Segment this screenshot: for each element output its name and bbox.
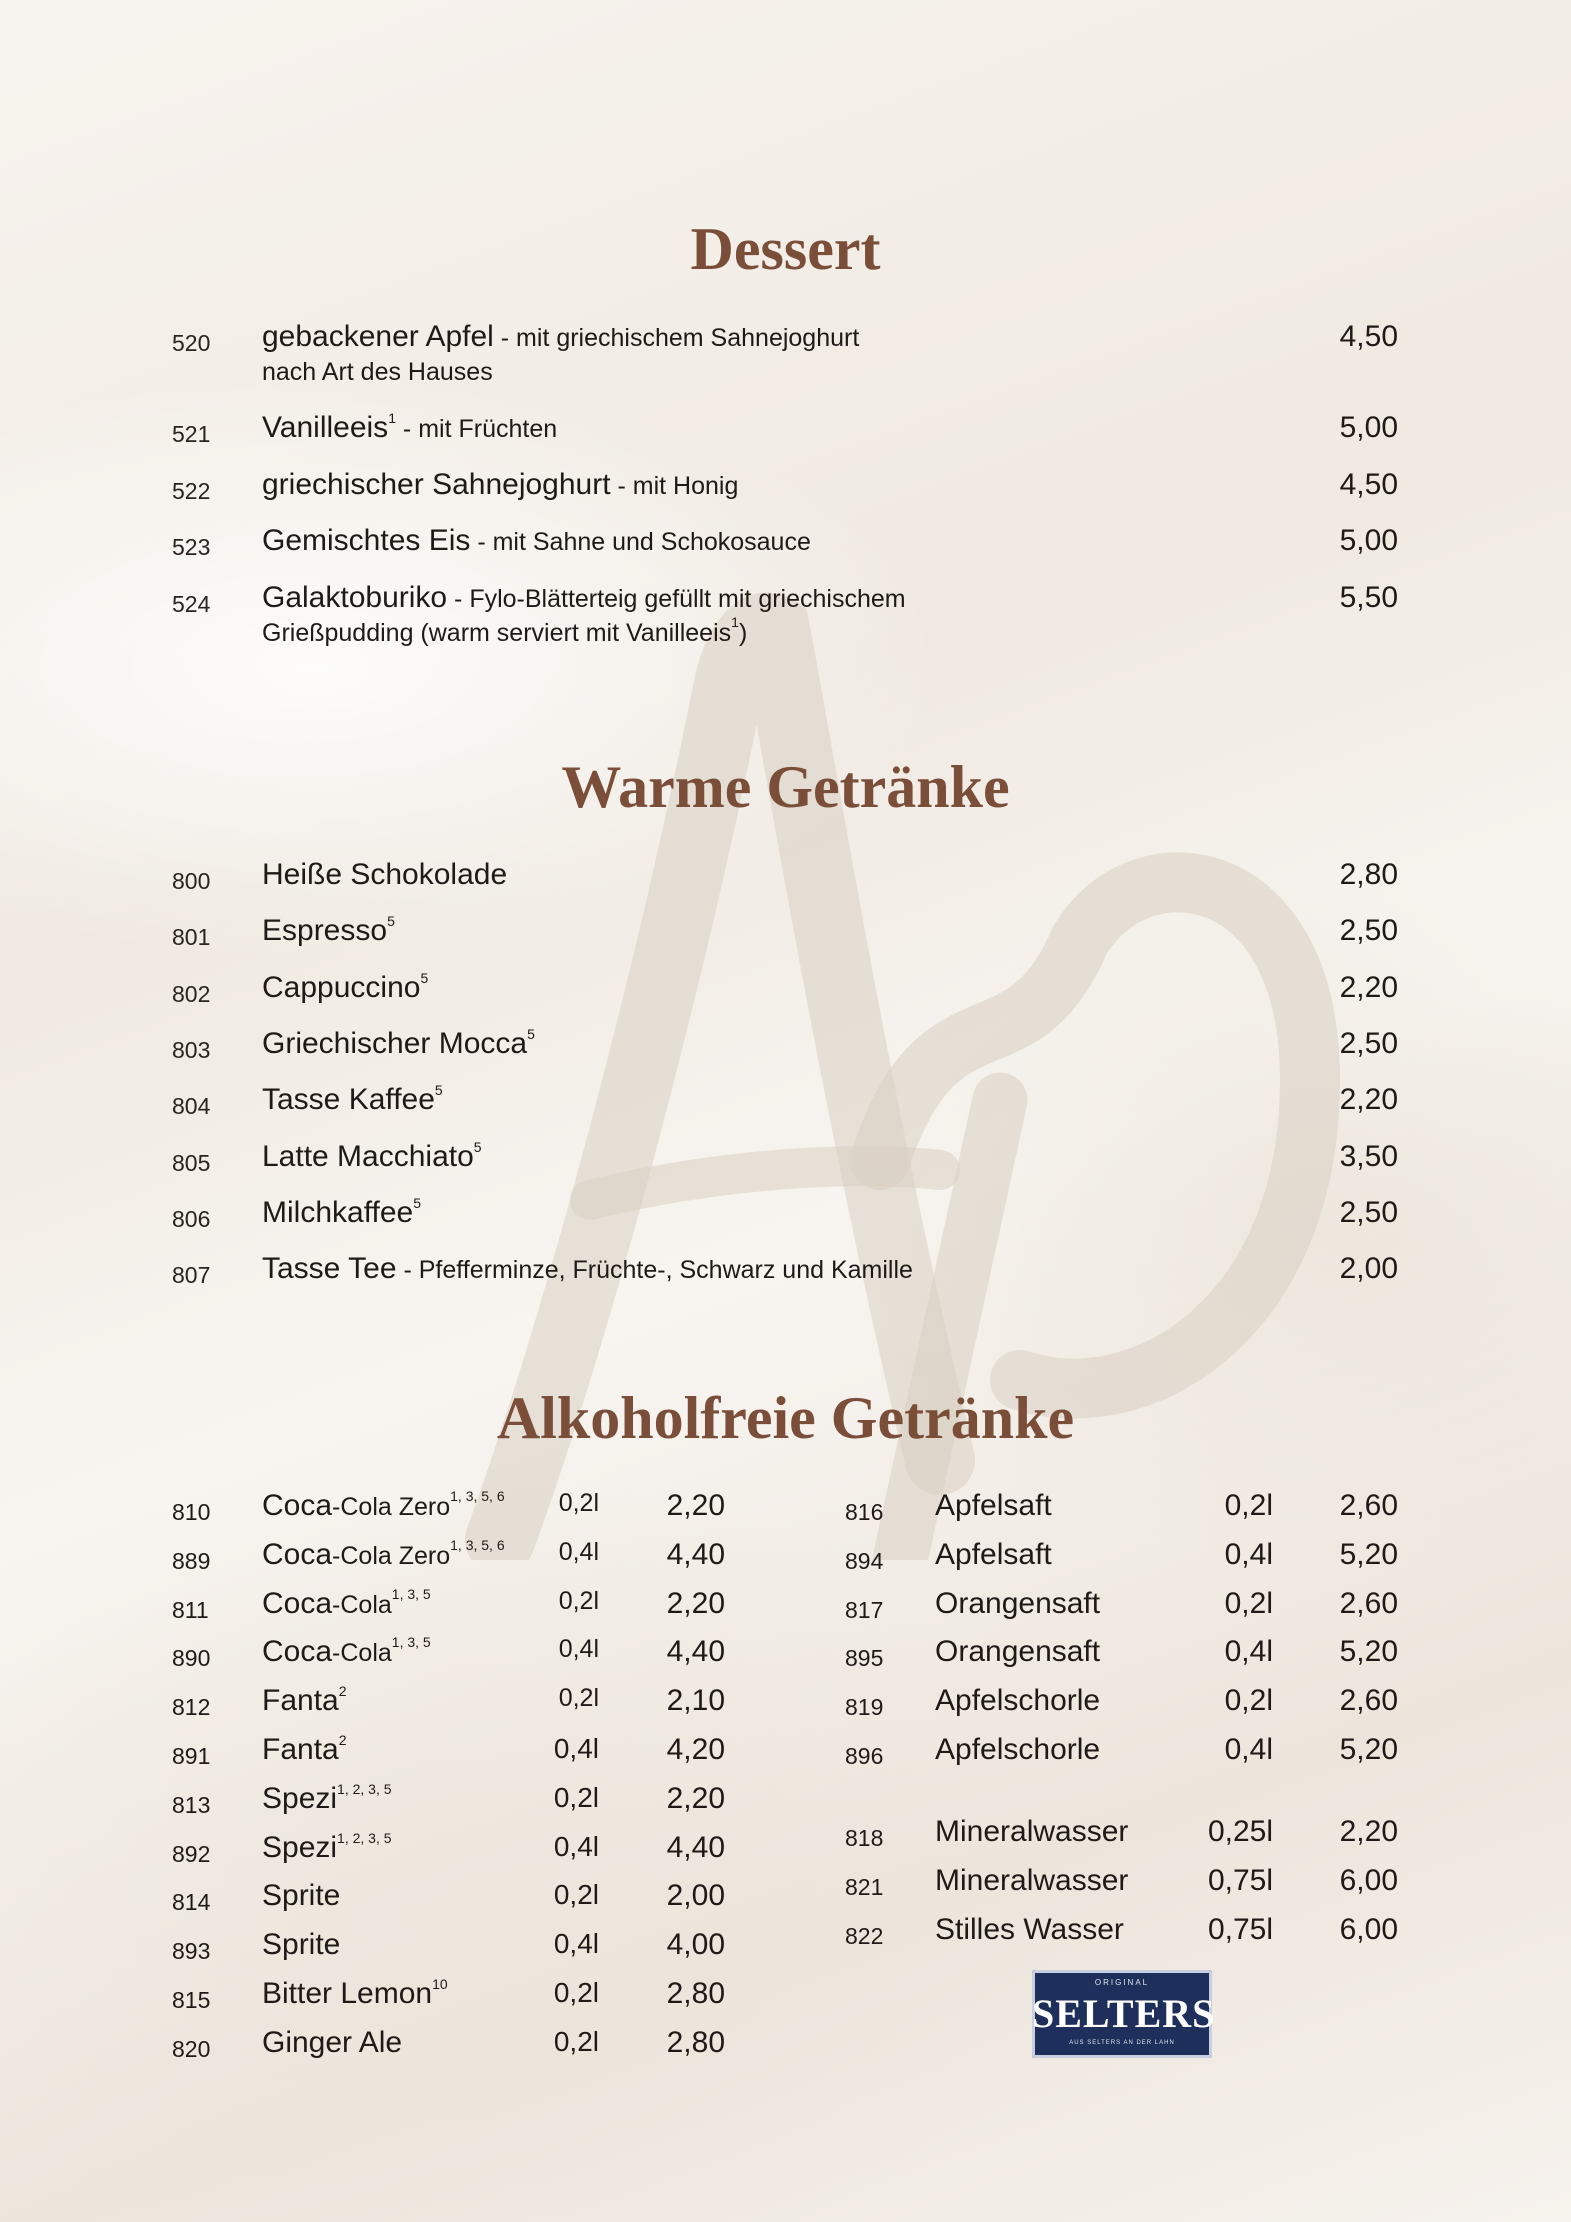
item-number: 811 <box>172 1596 209 1623</box>
item-size: 0,4l <box>553 1830 599 1862</box>
item-number: 819 <box>845 1694 884 1721</box>
item-name-line <box>262 1140 482 1174</box>
item-price: 6,00 <box>1339 1863 1398 1897</box>
item-price: 2,00 <box>1339 1252 1398 1286</box>
item-price: 2,80 <box>1339 858 1398 891</box>
item-size: 0,4l <box>1224 1537 1273 1571</box>
allergen-note: 1, 3, 5 <box>391 1585 431 1602</box>
item-number: 800 <box>172 868 211 894</box>
item-name: Gemischtes Eis <box>262 524 471 557</box>
logo-top-text: ORIGINAL <box>1094 1978 1150 1987</box>
section-title-dessert: Dessert <box>690 216 881 282</box>
item-number: 524 <box>172 591 211 617</box>
item-name-line <box>262 1977 448 2011</box>
item-price: 4,50 <box>1339 320 1398 353</box>
item-number: 812 <box>172 1694 211 1721</box>
item-number: 892 <box>172 1840 211 1867</box>
menu-item <box>0 581 1571 647</box>
item-name-suffix: -Cola Zero <box>332 1493 451 1521</box>
item-price: 4,00 <box>666 1928 725 1962</box>
item-number: 893 <box>172 1938 211 1965</box>
logo-bottom-text: AUS SELTERS AN DER LAHN <box>1069 2040 1175 2046</box>
item-number: 805 <box>172 1149 211 1176</box>
drink-row <box>0 1538 1571 1578</box>
item-name-line <box>262 320 859 354</box>
item-size: 0,4l <box>558 1635 599 1664</box>
item-size: 0,4l <box>1224 1635 1273 1669</box>
item-number: 891 <box>172 1743 211 1769</box>
item-name: Tasse Kaffee <box>262 1083 435 1117</box>
item-number: 807 <box>172 1262 211 1289</box>
water-row <box>0 1913 1571 1953</box>
item-price: 2,50 <box>1339 1026 1398 1060</box>
item-size: 0,75l <box>1207 1912 1273 1946</box>
item-size: 0,75l <box>1207 1863 1273 1897</box>
item-price: 5,20 <box>1339 1537 1398 1571</box>
item-price: 4,50 <box>1339 468 1398 501</box>
item-number: 802 <box>172 980 211 1007</box>
item-size: 0,4l <box>558 1537 599 1566</box>
item-name: Coca <box>262 1537 333 1571</box>
allergen-note: 5 <box>434 1082 443 1099</box>
item-size: 0,4l <box>553 1928 599 1960</box>
selters-logo <box>1032 1970 1216 2058</box>
item-name-suffix: -Cola <box>332 1639 392 1668</box>
item-name: Apfelschorle <box>935 1684 1101 1718</box>
item-size: 0,2l <box>558 1586 599 1615</box>
item-name-line <box>262 2026 402 2060</box>
allergen-note: 2 <box>338 1732 347 1748</box>
item-number: 810 <box>172 1499 211 1525</box>
item-price: 2,10 <box>666 1684 725 1718</box>
item-number: 814 <box>172 1889 211 1916</box>
drink-row <box>0 2026 1571 2066</box>
item-description: - mit griechischem Sahnejoghurt <box>493 324 860 352</box>
item-name-line <box>262 1252 913 1286</box>
item-description: - mit Früchten <box>395 415 558 443</box>
item-number: 523 <box>172 534 211 560</box>
item-name: Fanta <box>262 1684 339 1718</box>
item-price: 2,80 <box>666 1977 725 2010</box>
drink-row <box>0 1684 1571 1724</box>
item-description-end: ) <box>738 619 748 647</box>
item-price: 2,20 <box>666 1781 725 1815</box>
item-name: Latte Macchiato <box>262 1139 474 1173</box>
item-number: 818 <box>845 1825 884 1851</box>
allergen-note: 1 <box>388 410 396 426</box>
item-description: - Fylo-Blätterteig gefüllt mit griechischem <box>447 585 906 613</box>
allergen-note: 5 <box>527 1025 535 1042</box>
item-name-line <box>262 411 557 445</box>
allergen-note: 5 <box>420 969 429 986</box>
item-price: 5,50 <box>1339 581 1398 614</box>
item-price: 2,20 <box>1339 1083 1398 1117</box>
item-description: - mit Sahne und Schokosauce <box>470 528 811 556</box>
item-size: 0,2l <box>553 2025 599 2057</box>
menu-item <box>0 914 1571 954</box>
item-number: 521 <box>172 421 211 447</box>
drink-row <box>0 1733 1571 1773</box>
item-price: 4,20 <box>666 1733 725 1766</box>
item-price: 2,60 <box>1339 1489 1398 1522</box>
item-name: Coca <box>262 1489 333 1522</box>
item-price: 2,20 <box>1339 1815 1398 1848</box>
item-number: 820 <box>172 2035 211 2062</box>
water-row <box>0 1864 1571 1904</box>
menu-item <box>0 411 1571 451</box>
item-name-line <box>262 1027 535 1061</box>
menu-item <box>0 1083 1571 1123</box>
item-number: 804 <box>172 1093 211 1120</box>
item-name-line <box>262 914 395 948</box>
item-price: 2,20 <box>666 1489 725 1522</box>
menu-item <box>0 524 1571 564</box>
item-name: Coca <box>262 1635 333 1669</box>
menu-item <box>0 1196 1571 1236</box>
item-price: 3,50 <box>1339 1139 1398 1173</box>
item-size: 0,4l <box>1224 1733 1273 1766</box>
item-name: Apfelsaft <box>935 1537 1052 1571</box>
item-name: Galaktoburiko <box>262 581 448 614</box>
item-description-cont: Grießpudding (warm serviert mit Vanilleeis <box>262 619 732 647</box>
item-name-line <box>262 1083 443 1117</box>
item-description: - mit Honig <box>610 472 739 500</box>
item-number: 817 <box>845 1596 884 1623</box>
item-name-suffix: -Cola <box>332 1590 392 1619</box>
allergen-note: 10 <box>432 1976 448 1992</box>
item-name: Orangensaft <box>935 1586 1101 1620</box>
menu-item <box>0 1252 1571 1292</box>
item-description-line2 <box>262 614 748 648</box>
item-number: 813 <box>172 1791 211 1818</box>
item-size: 0,2l <box>1224 1586 1273 1620</box>
item-name: gebackener Apfel <box>262 320 494 353</box>
item-name-suffix: -Cola Zero <box>332 1541 451 1570</box>
item-name-line <box>262 858 507 892</box>
item-number: 889 <box>172 1547 211 1574</box>
item-number: 896 <box>845 1743 884 1769</box>
item-name-line <box>262 971 428 1005</box>
item-name: Heiße Schokolade <box>262 858 508 891</box>
item-name: Apfelschorle <box>935 1733 1101 1766</box>
item-number: 821 <box>845 1873 884 1900</box>
item-name: Apfelsaft <box>935 1489 1052 1522</box>
item-name: griechischer Sahnejoghurt <box>262 468 611 501</box>
item-name: Sprite <box>262 1879 341 1913</box>
item-number: 890 <box>172 1645 211 1672</box>
item-price: 6,00 <box>1339 1912 1398 1946</box>
menu-item <box>0 1027 1571 1067</box>
section-title-soft-drinks: Alkoholfreie Getränke <box>496 1385 1075 1451</box>
item-price: 4,40 <box>666 1830 725 1864</box>
item-price: 2,60 <box>1339 1684 1398 1718</box>
item-name: Griechischer Mocca <box>262 1026 528 1060</box>
item-size: 0,2l <box>558 1489 599 1517</box>
item-description-line2 <box>262 358 493 387</box>
item-price: 2,60 <box>1339 1586 1398 1620</box>
item-name: Espresso <box>262 914 388 948</box>
allergen-note: 1 <box>731 614 739 630</box>
item-name: Sprite <box>262 1928 341 1962</box>
menu-item <box>0 468 1571 508</box>
item-size: 0,2l <box>553 1977 599 2008</box>
item-price: 4,40 <box>666 1635 725 1669</box>
allergen-note: 1, 3, 5, 6 <box>450 1488 505 1504</box>
item-number: 806 <box>172 1205 211 1232</box>
item-name: Tasse Tee <box>262 1252 397 1286</box>
item-name: Milchkaffee <box>262 1195 414 1229</box>
item-name: Spezi <box>262 1830 338 1864</box>
item-number: 895 <box>845 1645 884 1672</box>
item-description: - Pfefferminze, Früchte-, Schwarz und Kamille <box>396 1256 913 1285</box>
item-name-line <box>262 468 738 502</box>
drink-row <box>0 1977 1571 2017</box>
item-name: Fanta <box>262 1733 339 1766</box>
allergen-note: 5 <box>473 1138 482 1155</box>
item-name: Ginger Ale <box>262 2025 403 2059</box>
item-price: 2,20 <box>1339 970 1398 1004</box>
item-number: 801 <box>172 924 211 951</box>
item-price: 4,40 <box>666 1537 725 1571</box>
item-number: 894 <box>845 1547 884 1574</box>
item-name: Stilles Wasser <box>935 1912 1124 1946</box>
item-size: 0,2l <box>553 1781 599 1813</box>
item-number: 803 <box>172 1036 211 1063</box>
item-size: 0,2l <box>558 1684 599 1713</box>
item-size: 0,25l <box>1207 1815 1273 1848</box>
allergen-note: 1, 2, 3, 5 <box>337 1780 392 1797</box>
item-number: 822 <box>845 1922 884 1949</box>
item-description-cont: nach Art des Hauses <box>262 358 493 386</box>
logo-main-text: SELTERS <box>1032 1991 1216 2036</box>
item-name-line <box>262 1196 421 1230</box>
drink-row <box>0 1489 1571 1529</box>
item-name-line <box>262 1782 392 1816</box>
allergen-note: 5 <box>387 913 395 930</box>
item-size: 0,2l <box>1224 1684 1273 1718</box>
item-price: 2,00 <box>666 1879 725 1913</box>
item-size: 0,4l <box>553 1733 599 1764</box>
allergen-note: 1, 3, 5 <box>391 1634 431 1651</box>
allergen-note: 1, 2, 3, 5 <box>337 1829 392 1846</box>
drink-row <box>0 1587 1571 1627</box>
item-name: Orangensaft <box>935 1635 1101 1669</box>
item-number: 520 <box>172 330 211 356</box>
item-size: 0,2l <box>1224 1489 1273 1522</box>
water-row <box>0 1815 1571 1855</box>
item-name: Mineralwasser <box>935 1815 1129 1848</box>
allergen-note: 1, 3, 5, 6 <box>450 1536 505 1553</box>
drink-row <box>0 1635 1571 1675</box>
item-price: 5,20 <box>1339 1733 1398 1766</box>
item-name: Coca <box>262 1586 333 1620</box>
menu-item <box>0 320 1571 386</box>
item-price: 5,20 <box>1339 1635 1398 1669</box>
item-price: 2,80 <box>666 2025 725 2059</box>
item-number: 815 <box>172 1987 211 2013</box>
menu-item <box>0 1140 1571 1180</box>
menu-item <box>0 971 1571 1011</box>
item-price: 5,00 <box>1339 524 1398 557</box>
item-price: 2,50 <box>1339 914 1398 948</box>
item-price: 2,50 <box>1339 1195 1398 1229</box>
item-name: Bitter Lemon <box>262 1977 433 2010</box>
allergen-note: 5 <box>413 1194 421 1211</box>
item-price: 2,20 <box>666 1586 725 1620</box>
item-number: 816 <box>845 1499 884 1525</box>
item-name-line <box>262 581 906 615</box>
item-name: Mineralwasser <box>935 1863 1129 1897</box>
item-name: Vanilleeis <box>262 411 389 444</box>
item-name: Cappuccino <box>262 970 421 1004</box>
item-name-line <box>262 524 811 558</box>
item-price: 5,00 <box>1339 411 1398 444</box>
section-title-warm-drinks: Warme Getränke <box>561 754 1010 820</box>
allergen-note: 2 <box>338 1683 347 1700</box>
item-size: 0,2l <box>553 1879 599 1911</box>
item-number: 522 <box>172 478 211 504</box>
menu-item <box>0 858 1571 898</box>
item-name: Spezi <box>262 1781 338 1815</box>
